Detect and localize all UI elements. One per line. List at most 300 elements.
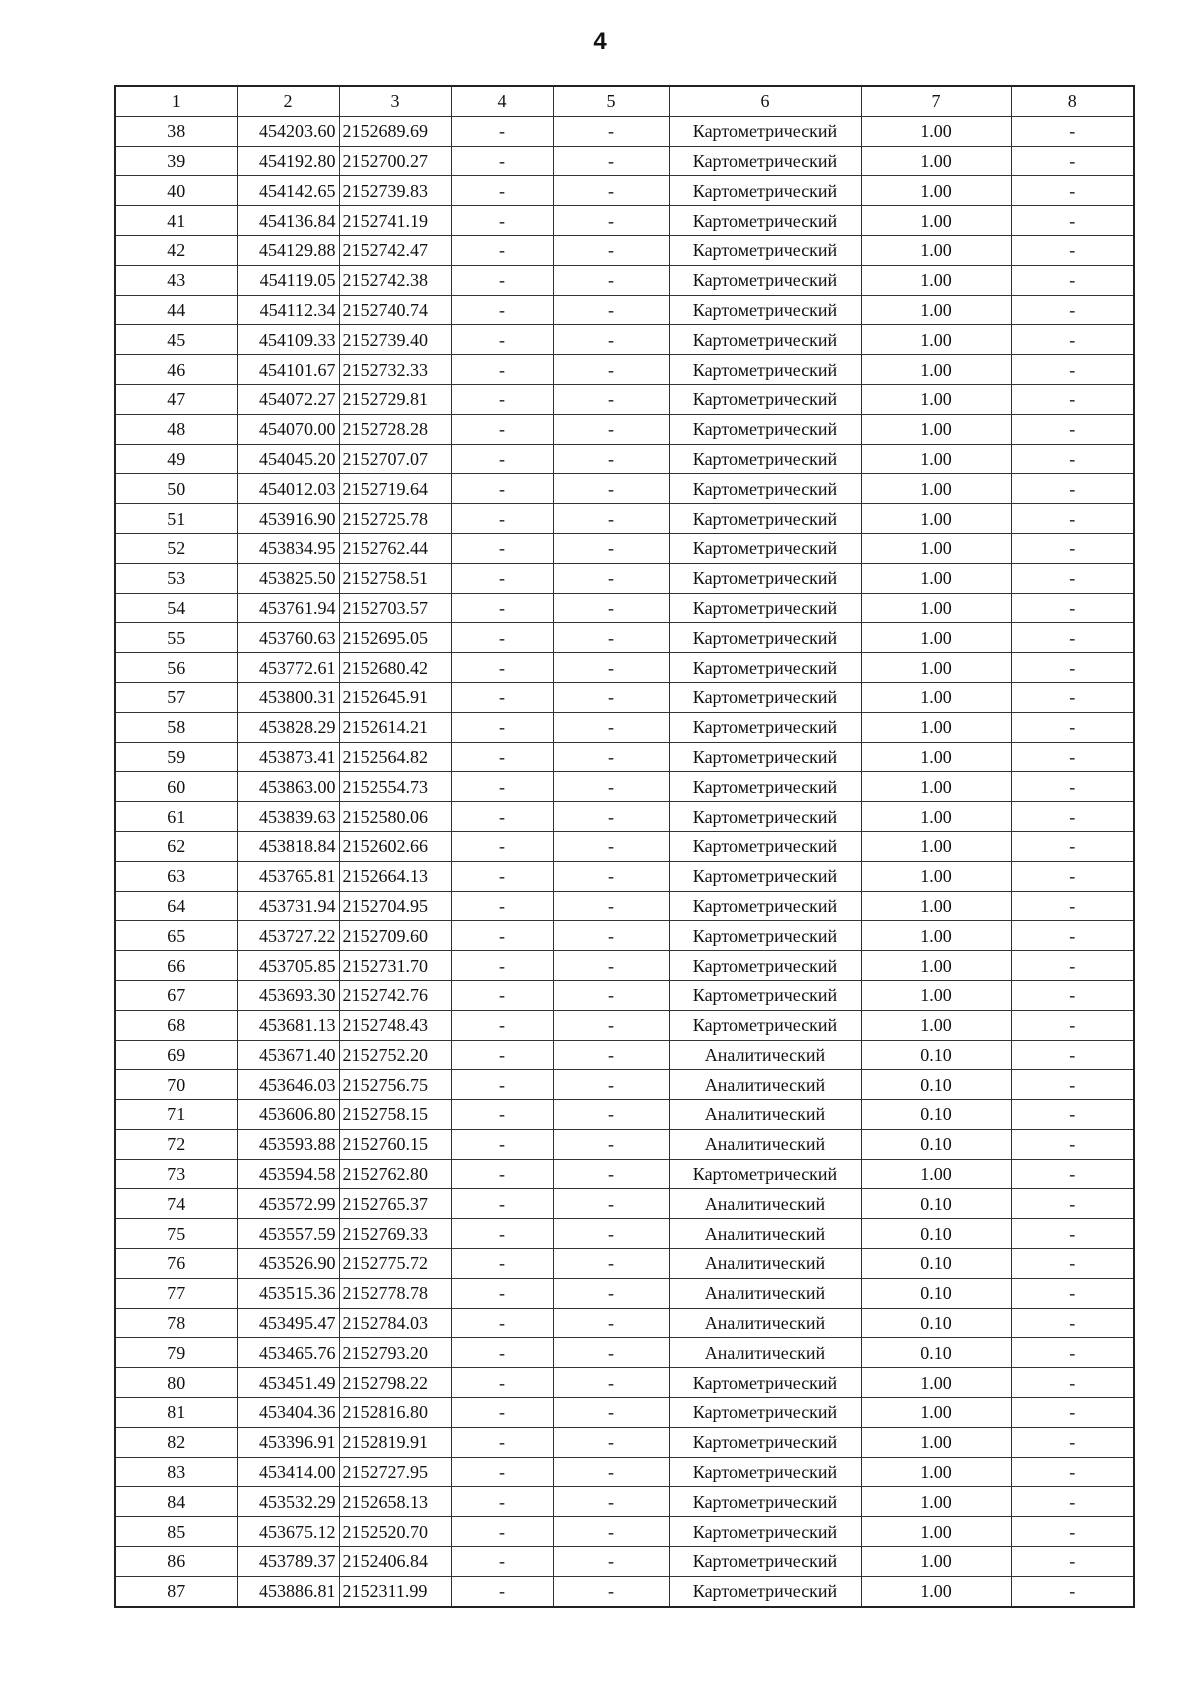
- table-cell: -: [553, 1249, 669, 1279]
- table-cell: -: [451, 682, 553, 712]
- table-cell: -: [451, 1457, 553, 1487]
- table-cell: 87: [115, 1576, 237, 1606]
- table-cell: -: [1011, 831, 1134, 861]
- table-cell: Картометрический: [669, 235, 861, 265]
- table-cell: 85: [115, 1517, 237, 1547]
- table-cell: 453863.00: [237, 772, 339, 802]
- table-cell: -: [553, 831, 669, 861]
- table-row: [115, 146, 1134, 176]
- table-cell: 45: [115, 325, 237, 355]
- table-row: [115, 921, 1134, 951]
- table-cell: -: [553, 355, 669, 385]
- table-cell: 453727.22: [237, 921, 339, 951]
- table-cell: 0.10: [861, 1308, 1011, 1338]
- table-cell: 77: [115, 1278, 237, 1308]
- table-cell: -: [451, 1159, 553, 1189]
- table-cell: 2152520.70: [339, 1517, 451, 1547]
- table-cell: -: [553, 116, 669, 146]
- table-cell: 453495.47: [237, 1308, 339, 1338]
- table-cell: 454101.67: [237, 355, 339, 385]
- page-number: 4: [593, 28, 607, 55]
- table-cell: 2152741.19: [339, 206, 451, 236]
- table-cell: 43: [115, 265, 237, 295]
- table-cell: -: [451, 414, 553, 444]
- table-cell: 453671.40: [237, 1040, 339, 1070]
- table-row: [115, 474, 1134, 504]
- table-cell: 454119.05: [237, 265, 339, 295]
- table-cell: 39: [115, 146, 237, 176]
- table-cell: -: [451, 891, 553, 921]
- table-cell: 453789.37: [237, 1547, 339, 1577]
- table-cell: Аналитический: [669, 1189, 861, 1219]
- table-cell: -: [1011, 563, 1134, 593]
- table-cell: 0.10: [861, 1338, 1011, 1368]
- table-row: [115, 712, 1134, 742]
- table-cell: 0.10: [861, 1129, 1011, 1159]
- table-row: [115, 1487, 1134, 1517]
- table-cell: -: [553, 1040, 669, 1070]
- table-cell: Картометрический: [669, 831, 861, 861]
- table-cell: 454112.34: [237, 295, 339, 325]
- table-row: [115, 861, 1134, 891]
- table-cell: 1.00: [861, 1398, 1011, 1428]
- table-cell: 70: [115, 1070, 237, 1100]
- table-cell: Картометрический: [669, 563, 861, 593]
- table-cell: 1.00: [861, 265, 1011, 295]
- table-cell: 55: [115, 623, 237, 653]
- table-cell: -: [451, 1368, 553, 1398]
- table-cell: 453414.00: [237, 1457, 339, 1487]
- table-cell: 2152762.44: [339, 533, 451, 563]
- table-row: [115, 682, 1134, 712]
- table-cell: -: [553, 504, 669, 534]
- table-cell: -: [553, 1457, 669, 1487]
- table-cell: Картометрический: [669, 1517, 861, 1547]
- table-cell: -: [553, 861, 669, 891]
- table-cell: Картометрический: [669, 474, 861, 504]
- table-cell: -: [553, 1398, 669, 1428]
- table-cell: 47: [115, 384, 237, 414]
- table-cell: -: [1011, 474, 1134, 504]
- table-cell: Аналитический: [669, 1219, 861, 1249]
- table-cell: 66: [115, 951, 237, 981]
- table-cell: 2152554.73: [339, 772, 451, 802]
- table-cell: 1.00: [861, 444, 1011, 474]
- table-cell: 453606.80: [237, 1100, 339, 1130]
- table-cell: 2152311.99: [339, 1576, 451, 1606]
- table-cell: 2152727.95: [339, 1457, 451, 1487]
- table-cell: -: [1011, 1487, 1134, 1517]
- table-cell: -: [451, 1427, 553, 1457]
- table-cell: 2152658.13: [339, 1487, 451, 1517]
- table-cell: -: [1011, 1547, 1134, 1577]
- table-body: [115, 116, 1134, 1606]
- column-header: 3: [339, 86, 451, 116]
- table-cell: 2152564.82: [339, 742, 451, 772]
- table-cell: -: [1011, 355, 1134, 385]
- table-cell: Картометрический: [669, 265, 861, 295]
- table-cell: 453693.30: [237, 980, 339, 1010]
- table-row: [115, 384, 1134, 414]
- table-row: [115, 831, 1134, 861]
- table-cell: Картометрический: [669, 653, 861, 683]
- table-cell: -: [451, 1517, 553, 1547]
- table-cell: -: [451, 533, 553, 563]
- table-row: [115, 1576, 1134, 1606]
- table-cell: 453465.76: [237, 1338, 339, 1368]
- table-cell: 2152769.33: [339, 1219, 451, 1249]
- table-row: [115, 1278, 1134, 1308]
- column-header: 4: [451, 86, 553, 116]
- table-cell: 1.00: [861, 235, 1011, 265]
- table-cell: -: [451, 384, 553, 414]
- table-cell: 74: [115, 1189, 237, 1219]
- table-cell: 2152732.33: [339, 355, 451, 385]
- table-cell: 0.10: [861, 1070, 1011, 1100]
- column-header: 6: [669, 86, 861, 116]
- table-cell: -: [451, 1278, 553, 1308]
- table-row: [115, 265, 1134, 295]
- table-cell: 2152784.03: [339, 1308, 451, 1338]
- table-cell: 2152758.15: [339, 1100, 451, 1130]
- table-cell: 2152664.13: [339, 861, 451, 891]
- table-cell: 2152760.15: [339, 1129, 451, 1159]
- table-cell: 61: [115, 802, 237, 832]
- table-cell: -: [553, 1219, 669, 1249]
- table-cell: 0.10: [861, 1278, 1011, 1308]
- table-cell: -: [1011, 1368, 1134, 1398]
- table-cell: 58: [115, 712, 237, 742]
- table-cell: 2152689.69: [339, 116, 451, 146]
- table-cell: Картометрический: [669, 1547, 861, 1577]
- table-cell: -: [1011, 1100, 1134, 1130]
- table-cell: -: [553, 593, 669, 623]
- table-row: [115, 1517, 1134, 1547]
- table-cell: -: [1011, 921, 1134, 951]
- table-cell: -: [553, 772, 669, 802]
- table-cell: 79: [115, 1338, 237, 1368]
- table-cell: 63: [115, 861, 237, 891]
- table-row: [115, 235, 1134, 265]
- table-cell: -: [451, 265, 553, 295]
- table-cell: -: [451, 742, 553, 772]
- table-row: [115, 653, 1134, 683]
- table-cell: Картометрический: [669, 176, 861, 206]
- table-cell: 453886.81: [237, 1576, 339, 1606]
- table-cell: Картометрический: [669, 682, 861, 712]
- table-cell: 2152778.78: [339, 1278, 451, 1308]
- table-row: [115, 1189, 1134, 1219]
- table-cell: -: [1011, 653, 1134, 683]
- table-cell: 2152748.43: [339, 1010, 451, 1040]
- table-cell: Картометрический: [669, 414, 861, 444]
- table-cell: -: [451, 1010, 553, 1040]
- table-cell: 453646.03: [237, 1070, 339, 1100]
- table-cell: -: [451, 1249, 553, 1279]
- table-cell: -: [451, 1219, 553, 1249]
- table-cell: Картометрический: [669, 712, 861, 742]
- table-cell: -: [1011, 1249, 1134, 1279]
- table-cell: 453451.49: [237, 1368, 339, 1398]
- table-cell: -: [553, 951, 669, 981]
- table-cell: 76: [115, 1249, 237, 1279]
- table-cell: 2152756.75: [339, 1070, 451, 1100]
- table-cell: 453404.36: [237, 1398, 339, 1428]
- table-cell: -: [451, 1547, 553, 1577]
- table-cell: 2152580.06: [339, 802, 451, 832]
- table-cell: -: [1011, 1189, 1134, 1219]
- table-cell: Аналитический: [669, 1129, 861, 1159]
- table-cell: 82: [115, 1427, 237, 1457]
- table-cell: 2152740.74: [339, 295, 451, 325]
- table-cell: -: [553, 295, 669, 325]
- table-row: [115, 951, 1134, 981]
- table-cell: 48: [115, 414, 237, 444]
- table-cell: -: [1011, 1070, 1134, 1100]
- table-cell: 1.00: [861, 921, 1011, 951]
- table-cell: Аналитический: [669, 1070, 861, 1100]
- table-cell: 453675.12: [237, 1517, 339, 1547]
- table-cell: -: [1011, 1398, 1134, 1428]
- table-cell: Картометрический: [669, 1457, 861, 1487]
- table-cell: 453705.85: [237, 951, 339, 981]
- table-cell: 1.00: [861, 1010, 1011, 1040]
- table-cell: 1.00: [861, 504, 1011, 534]
- table-cell: -: [451, 980, 553, 1010]
- table-cell: 41: [115, 206, 237, 236]
- table-cell: -: [451, 1189, 553, 1219]
- table-row: [115, 1040, 1134, 1070]
- table-cell: 40: [115, 176, 237, 206]
- table-cell: -: [1011, 116, 1134, 146]
- table-row: [115, 1427, 1134, 1457]
- table-cell: Картометрический: [669, 295, 861, 325]
- table-cell: -: [553, 325, 669, 355]
- table-cell: 0.10: [861, 1249, 1011, 1279]
- table-cell: 453731.94: [237, 891, 339, 921]
- table-row: [115, 623, 1134, 653]
- table-cell: 453532.29: [237, 1487, 339, 1517]
- table-cell: -: [451, 653, 553, 683]
- table-row: [115, 325, 1134, 355]
- table-cell: 453681.13: [237, 1010, 339, 1040]
- table-cell: -: [1011, 265, 1134, 295]
- table-cell: Картометрический: [669, 891, 861, 921]
- table-cell: Картометрический: [669, 504, 861, 534]
- table-cell: 1.00: [861, 1547, 1011, 1577]
- table-cell: -: [553, 265, 669, 295]
- table-cell: -: [1011, 414, 1134, 444]
- table-cell: 54: [115, 593, 237, 623]
- table-cell: -: [1011, 891, 1134, 921]
- table-cell: 454203.60: [237, 116, 339, 146]
- table-cell: 1.00: [861, 1368, 1011, 1398]
- table-cell: 453828.29: [237, 712, 339, 742]
- table-cell: 1.00: [861, 1517, 1011, 1547]
- table-cell: 51: [115, 504, 237, 534]
- table-cell: 2152765.37: [339, 1189, 451, 1219]
- table-cell: 2152739.83: [339, 176, 451, 206]
- table-cell: 44: [115, 295, 237, 325]
- table-cell: 1.00: [861, 742, 1011, 772]
- table-cell: -: [451, 1129, 553, 1159]
- table-cell: 0.10: [861, 1100, 1011, 1130]
- table-row: [115, 295, 1134, 325]
- table-cell: 454070.00: [237, 414, 339, 444]
- table-cell: -: [1011, 593, 1134, 623]
- table-cell: 1.00: [861, 623, 1011, 653]
- table-cell: 72: [115, 1129, 237, 1159]
- table-cell: 2152700.27: [339, 146, 451, 176]
- table-cell: -: [451, 831, 553, 861]
- table-cell: Картометрический: [669, 1368, 861, 1398]
- table-row: [115, 772, 1134, 802]
- table-cell: Картометрический: [669, 593, 861, 623]
- table-cell: 1.00: [861, 802, 1011, 832]
- table-cell: 81: [115, 1398, 237, 1428]
- table-cell: -: [1011, 206, 1134, 236]
- table-cell: -: [553, 1547, 669, 1577]
- table-row: [115, 1338, 1134, 1368]
- table-cell: Картометрический: [669, 921, 861, 951]
- table-cell: -: [451, 1576, 553, 1606]
- table-row: [115, 1159, 1134, 1189]
- table-cell: -: [553, 206, 669, 236]
- table-cell: 1.00: [861, 355, 1011, 385]
- table-cell: 1.00: [861, 653, 1011, 683]
- table-cell: 2152775.72: [339, 1249, 451, 1279]
- table-cell: -: [553, 176, 669, 206]
- column-header: 8: [1011, 86, 1134, 116]
- table-cell: 1.00: [861, 682, 1011, 712]
- table-cell: 453557.59: [237, 1219, 339, 1249]
- table-row: [115, 504, 1134, 534]
- table-cell: 2152645.91: [339, 682, 451, 712]
- table-cell: Картометрический: [669, 802, 861, 832]
- table-cell: 2152758.51: [339, 563, 451, 593]
- table-cell: -: [1011, 295, 1134, 325]
- table-cell: Аналитический: [669, 1308, 861, 1338]
- table-cell: 453765.81: [237, 861, 339, 891]
- table-cell: -: [1011, 1517, 1134, 1547]
- table-cell: Картометрический: [669, 146, 861, 176]
- table-cell: 2152719.64: [339, 474, 451, 504]
- table-cell: 1.00: [861, 951, 1011, 981]
- table-cell: 454192.80: [237, 146, 339, 176]
- table-cell: 38: [115, 116, 237, 146]
- table-cell: 453396.91: [237, 1427, 339, 1457]
- table-cell: Картометрический: [669, 1487, 861, 1517]
- table-cell: -: [553, 1487, 669, 1517]
- table-cell: 2152816.80: [339, 1398, 451, 1428]
- table-cell: Картометрический: [669, 623, 861, 653]
- table-cell: 2152704.95: [339, 891, 451, 921]
- table-cell: -: [451, 951, 553, 981]
- table-cell: -: [1011, 325, 1134, 355]
- table-cell: 2152819.91: [339, 1427, 451, 1457]
- table-cell: -: [451, 623, 553, 653]
- table-cell: 78: [115, 1308, 237, 1338]
- table-cell: -: [1011, 802, 1134, 832]
- table-cell: 1.00: [861, 116, 1011, 146]
- table-cell: 1.00: [861, 1159, 1011, 1189]
- table-cell: -: [451, 206, 553, 236]
- table-cell: 2152762.80: [339, 1159, 451, 1189]
- table-cell: 0.10: [861, 1040, 1011, 1070]
- table-cell: -: [451, 444, 553, 474]
- table-cell: -: [451, 504, 553, 534]
- table-cell: -: [553, 1010, 669, 1040]
- table-cell: -: [451, 1398, 553, 1428]
- table-cell: -: [553, 235, 669, 265]
- table-cell: -: [553, 384, 669, 414]
- table-cell: Картометрический: [669, 206, 861, 236]
- column-header: 5: [553, 86, 669, 116]
- table-cell: 2152728.28: [339, 414, 451, 444]
- table-cell: 2152793.20: [339, 1338, 451, 1368]
- table-cell: 1.00: [861, 325, 1011, 355]
- table-cell: -: [553, 414, 669, 444]
- table-row: [115, 802, 1134, 832]
- table-cell: -: [553, 980, 669, 1010]
- table-cell: 454012.03: [237, 474, 339, 504]
- table-cell: 2152729.81: [339, 384, 451, 414]
- table-cell: -: [1011, 1308, 1134, 1338]
- table-cell: -: [553, 742, 669, 772]
- table-row: [115, 1129, 1134, 1159]
- table-cell: -: [553, 533, 669, 563]
- table-cell: 2152680.42: [339, 653, 451, 683]
- table-cell: -: [553, 1129, 669, 1159]
- table-row: [115, 176, 1134, 206]
- table-cell: 84: [115, 1487, 237, 1517]
- table-cell: -: [451, 802, 553, 832]
- table-cell: -: [553, 146, 669, 176]
- table-cell: Картометрический: [669, 1398, 861, 1428]
- table-cell: -: [1011, 1457, 1134, 1487]
- table-cell: -: [553, 1100, 669, 1130]
- table-cell: -: [1011, 146, 1134, 176]
- table-cell: -: [553, 1308, 669, 1338]
- table-cell: -: [451, 146, 553, 176]
- table-cell: -: [451, 176, 553, 206]
- table-cell: 453825.50: [237, 563, 339, 593]
- table-cell: Аналитический: [669, 1040, 861, 1070]
- table-cell: Картометрический: [669, 1576, 861, 1606]
- table-cell: 454129.88: [237, 235, 339, 265]
- table-cell: -: [553, 1070, 669, 1100]
- table-row: [115, 533, 1134, 563]
- table-cell: 2152602.66: [339, 831, 451, 861]
- table-cell: -: [451, 295, 553, 325]
- table-cell: 2152731.70: [339, 951, 451, 981]
- table-cell: 453873.41: [237, 742, 339, 772]
- table-cell: Картометрический: [669, 772, 861, 802]
- table-cell: 83: [115, 1457, 237, 1487]
- table-cell: Картометрический: [669, 980, 861, 1010]
- table-cell: 2152614.21: [339, 712, 451, 742]
- table-cell: -: [553, 623, 669, 653]
- table-cell: -: [1011, 980, 1134, 1010]
- table-cell: -: [1011, 712, 1134, 742]
- table-cell: Картометрический: [669, 861, 861, 891]
- table-cell: 2152695.05: [339, 623, 451, 653]
- table-cell: 453839.63: [237, 802, 339, 832]
- coordinates-table: [114, 85, 1135, 1608]
- table-row: [115, 1249, 1134, 1279]
- table-cell: -: [553, 444, 669, 474]
- table-cell: 65: [115, 921, 237, 951]
